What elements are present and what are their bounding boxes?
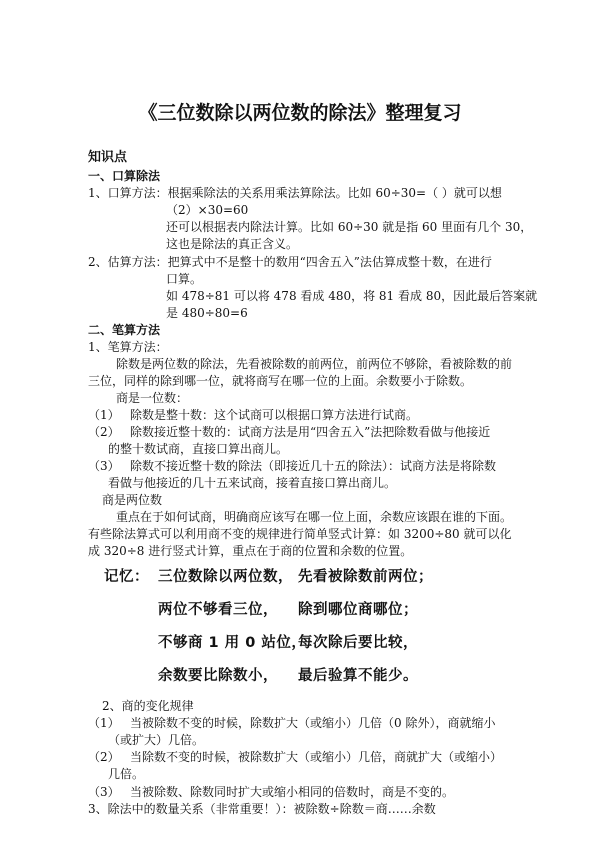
item2-line3: 如 478÷81 可以将 478 看成 480，将 81 看成 80，因此最后答案就 xyxy=(166,289,538,303)
memo-label: 记忆： xyxy=(104,569,149,585)
two-digit-quotient-label: 商是两位数 xyxy=(102,493,163,507)
rule2-number: （2） xyxy=(88,750,120,764)
section2-heading: 二、笔算方法 xyxy=(88,323,161,337)
case3-line1: 除数不接近整十数的除法（即接近几十五的除法）：试商方法是将除数 xyxy=(130,459,497,473)
rule1-line1: 当被除数不变的时候，除数扩大（或缩小）几倍（0 除外），商就缩小 xyxy=(130,716,496,730)
memo-row3-left: 不够商 1 用 0 站位， xyxy=(158,635,307,651)
quantity-relation: 3、除法中的数量关系（非常重要！）：被除数÷除数＝商……余数 xyxy=(88,802,436,816)
rule2-line1: 当除数不变的时候，被除数扩大（或缩小）几倍，商就扩大（或缩小） xyxy=(130,750,503,764)
section2-p2-line3: 成 320÷8 进行竖式计算，重点在于商的位置和余数的位置。 xyxy=(88,544,413,558)
rule1-line2: （或扩大）几倍。 xyxy=(108,733,205,747)
section2-sub1: 1、笔算方法： xyxy=(88,340,168,354)
case3-line2: 看做与他接近的几十五来试商，接着直接口算出商儿。 xyxy=(108,476,397,490)
section3-heading: 2、商的变化规律 xyxy=(102,699,194,713)
memo-row1-right: 先看被除数前两位； xyxy=(298,569,433,585)
case1-text: 除数是整十数：这个试商可以根据口算方法进行试商。 xyxy=(130,408,419,422)
memo-row3-right: 每次除后要比较， xyxy=(298,635,418,651)
section2-p1-line2: 三位，同样的除到哪一位，就将商写在哪一位的上面。余数要小于除数。 xyxy=(88,374,473,388)
section2-p2-line2: 有些除法算式可以利用商不变的规律进行简单竖式计算：如 3200÷80 就可以化 xyxy=(88,527,512,541)
section1-heading: 一、口算除法 xyxy=(88,169,161,183)
one-digit-quotient-label: 商是一位数： xyxy=(116,391,189,405)
page-title: 《三位数除以两位数的除法》整理复习 xyxy=(138,102,462,124)
memo-row2-left: 两位不够看三位， xyxy=(158,602,278,618)
rule3-text: 当被除数、除数同时扩大或缩小相同的倍数时，商是不变的。 xyxy=(130,785,455,799)
rule3-number: （3） xyxy=(88,785,120,799)
case2-number: （2） xyxy=(88,425,120,439)
item1-line3: 还可以根据表内除法计算。比如 60÷30 就是指 60 里面有几个 30， xyxy=(166,220,533,234)
item2-line1: 2、估算方法：把算式中不是整十的数用“四舍五入”法估算成整十数，在进行 xyxy=(88,255,492,269)
knowledge-heading: 知识点 xyxy=(88,150,128,165)
memo-row4-right: 最后验算不能少。 xyxy=(298,668,418,684)
item2-line4: 是 480÷80=6 xyxy=(166,306,248,320)
rule2-line2: 几倍。 xyxy=(108,767,145,781)
item1-line2: （2）×30=60 xyxy=(166,203,249,217)
section2-p1-line1: 除数是两位数的除法，先看被除数的前两位，前两位不够除，看被除数的前 xyxy=(116,357,513,371)
section2-p2-line1: 重点在于如何试商，明确商应该写在哪一位上面，余数应该跟在谁的下面。 xyxy=(116,510,513,524)
rule1-number: （1） xyxy=(88,716,120,730)
case2-line2: 的整十数试商，直接口算出商儿。 xyxy=(108,442,289,456)
memo-row4-left: 余数要比除数小， xyxy=(158,668,278,684)
case2-line1: 除数接近整十数的：试商方法是用“四舍五入”法把除数看做与他接近 xyxy=(130,425,491,439)
case1-number: （1） xyxy=(88,408,120,422)
memo-row2-right: 除到哪位商哪位； xyxy=(298,602,418,618)
item1-line1: 1、口算方法：根据乘除法的关系用乘法算除法。比如 60÷30=（ ）就可以想 xyxy=(88,186,502,200)
item2-line2: 口算。 xyxy=(166,272,203,286)
item1-line4: 这也是除法的真正含义。 xyxy=(166,237,299,251)
memo-row1-left: 三位数除以两位数， xyxy=(158,569,293,585)
case3-number: （3） xyxy=(88,459,120,473)
